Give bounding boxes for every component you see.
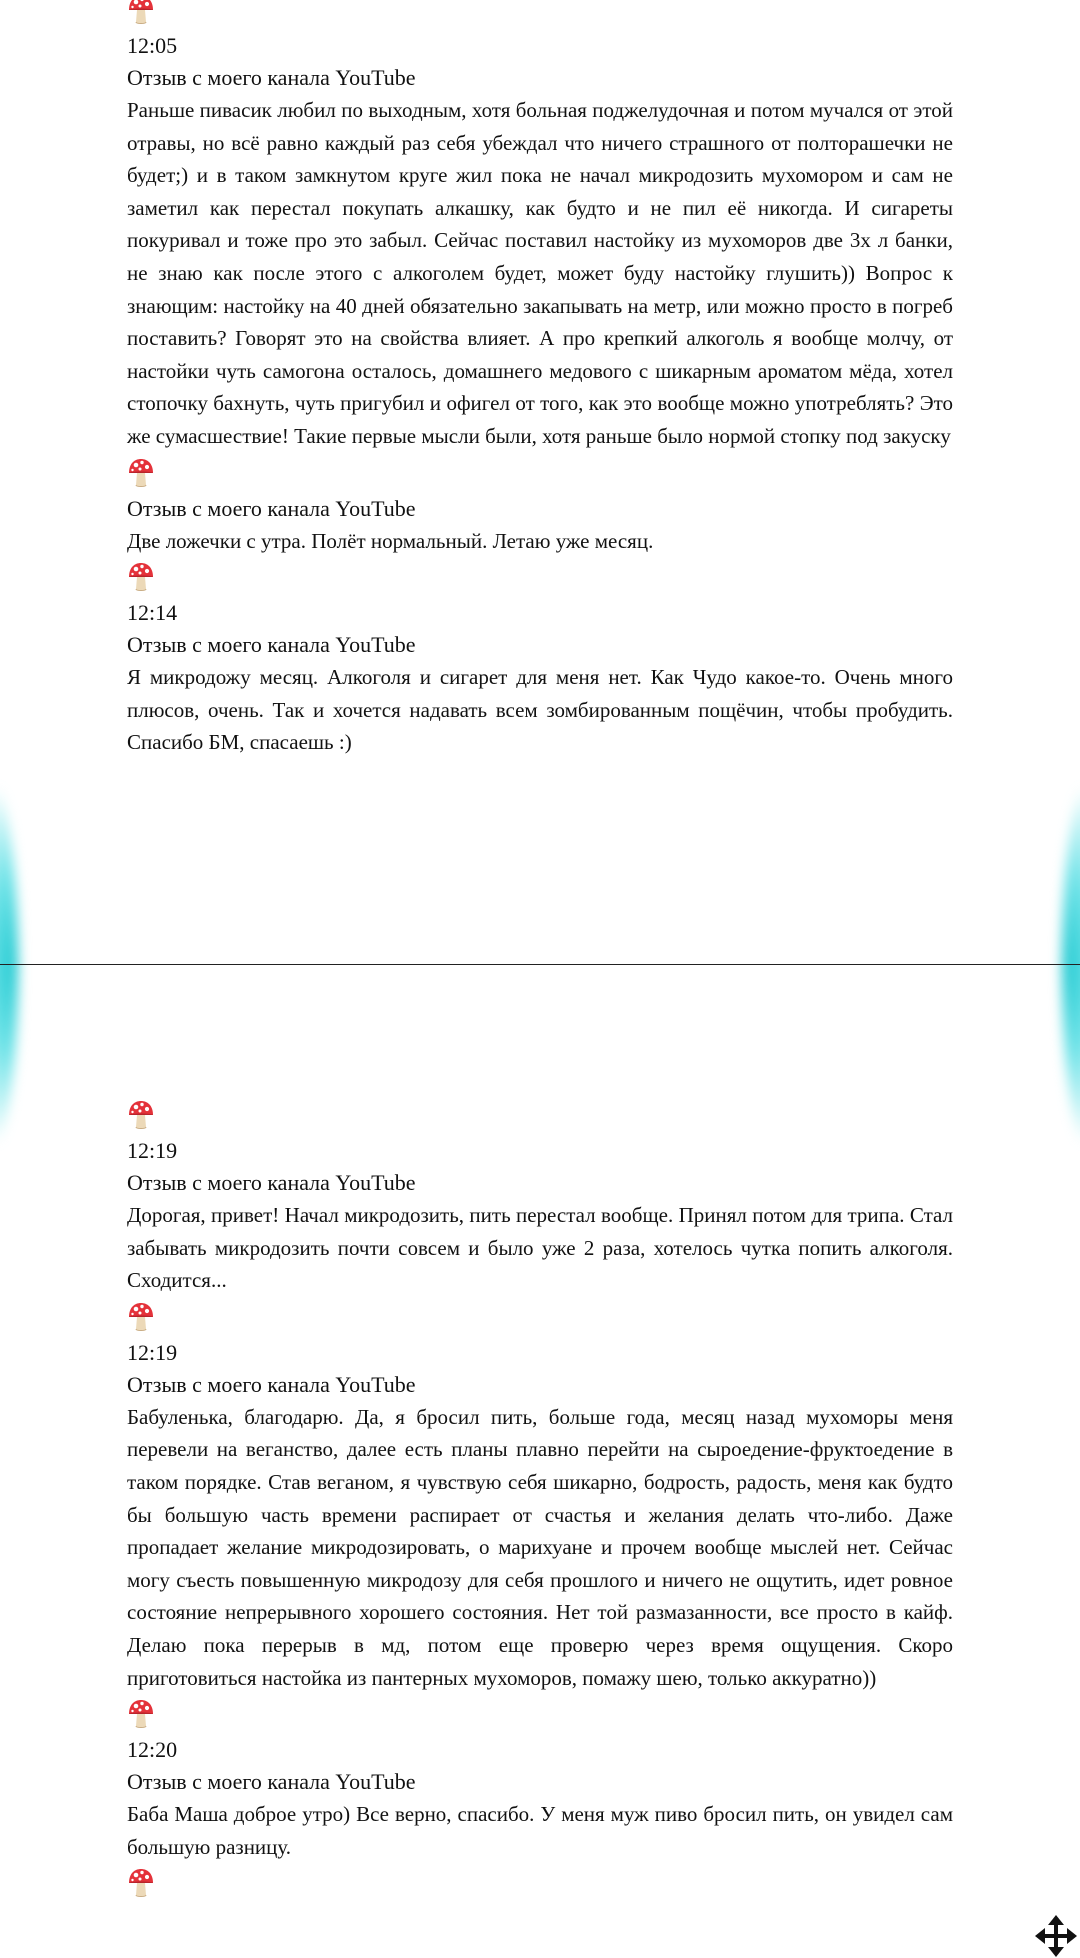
mushroom-icon xyxy=(127,0,155,25)
mushroom-icon xyxy=(127,1868,155,1898)
review-text: Две ложечки с утра. Полёт нормальный. Летаю уже месяц. xyxy=(127,528,654,553)
page-1-content xyxy=(127,0,953,759)
review-time: 12:20 xyxy=(127,1737,178,1763)
review-time: 12:19 xyxy=(127,1138,178,1163)
review-text: Раньше пивасик любил по выходным, хотя больная поджелудочная и потом мучался от этой отравы, но всё равно каждый раз себя убеждал что ничего страшного от полторашечки не будет;) и в таком замкнутом круге жил пока не начал микродозить мухомором и сам не заметил как перестал покупать алкашку, как будто и не пил её никогда. И сигареты покуривал и тоже про это забыл. Сейчас поставил настойку из мухоморов две 3х л банки, не знаю как после этого с алкоголем будет, может буду настойку глушить)) Вопрос к знающим: настойку на 40 дней обязательно закапывать на метр, или можно просто в погреб поставить? Говорят это на свойства влияет. А про крепкий алкоголь я вообще молчу, от настойки чуть самогона осталось, домашнего медового с шикарным ароматом мёда, хотел стопочку бахнуть, чуть пригубил и офигел от того, как это вообще можно употреблять? Это же сумасшествие! Такие первые мысли были, хотя раньше было нормой стопку под закуску xyxy=(127,98,953,448)
review-time: 12:05 xyxy=(127,33,178,58)
review-entry xyxy=(127,493,953,558)
review-text: Баба Маша доброе утро) Все верно, спасибо. У меня муж пиво бросил пить, он увидел сам большую разницу. xyxy=(127,1802,953,1859)
review-text: Я микродожу месяц. Алкоголя и сигарет для меня нет. Как Чудо какое-то. Очень много плюсов, очень. Так и хочется надавать всем зомбированным пощёчин, чтобы пробудить. Спасибо БМ, спасаешь :) xyxy=(127,665,953,755)
move-arrows-icon[interactable] xyxy=(1034,1914,1078,1958)
mushroom-icon xyxy=(127,1302,155,1332)
review-source: Отзыв с моего канала YouTube xyxy=(127,1170,416,1195)
document-page-2 xyxy=(0,965,1080,1958)
review-entry xyxy=(127,1337,953,1694)
page-2-content xyxy=(127,1095,953,1903)
review-entry xyxy=(127,597,953,759)
mushroom-icon xyxy=(127,562,155,592)
review-text: Бабуленька, благодарю. Да, я бросил пить, больше года, месяц назад мухоморы меня перевели на веганство, далее есть планы плавно перейти на сыроедение-фруктоедение в таком порядке. Став веганом, я чувствую себя шикарно, бодрость, радость, меня как будто бы большую часть времени распирает от счастья и желания делать что-либо. Даже пропадает желание микродозировать, о марихуане и прочем вообще мыслей нет. Сейчас могу съесть повышенную микродозу для себя прошлого и ничего не ощутить, идет ровное состояние непрерывного хорошего состояния. Нет той размазанности, все просто в кайф. Делаю пока перерыв в мд, потом еще проверю через время ощущения. Скоро приготовиться настойка из пантерных мухоморов, помажу шею, только аккуратно)) xyxy=(127,1404,953,1690)
review-source: Отзыв с моего канала YouTube xyxy=(127,632,416,658)
review-time: 12:19 xyxy=(127,1339,178,1365)
mushroom-icon xyxy=(127,1699,155,1729)
review-time: 12:14 xyxy=(127,600,178,626)
document-page-1 xyxy=(0,0,1080,964)
mushroom-icon xyxy=(127,458,155,488)
review-text: Дорогая, привет! Начал микродозить, пить перестал вообще. Принял потом для трипа. Стал забывать микродозить почти совсем и было уже 2 раза, хотелось чутка попить алкоголя. Сходится... xyxy=(127,1203,953,1293)
review-source: Отзыв с моего канала YouTube xyxy=(127,495,416,521)
review-entry xyxy=(127,1734,953,1863)
review-source: Отзыв с моего канала YouTube xyxy=(127,65,416,90)
review-source: Отзыв с моего канала YouTube xyxy=(127,1769,416,1795)
review-entry xyxy=(127,1135,953,1297)
review-entry xyxy=(127,30,953,453)
review-source: Отзыв с моего канала YouTube xyxy=(127,1371,416,1397)
mushroom-icon xyxy=(127,1100,155,1130)
